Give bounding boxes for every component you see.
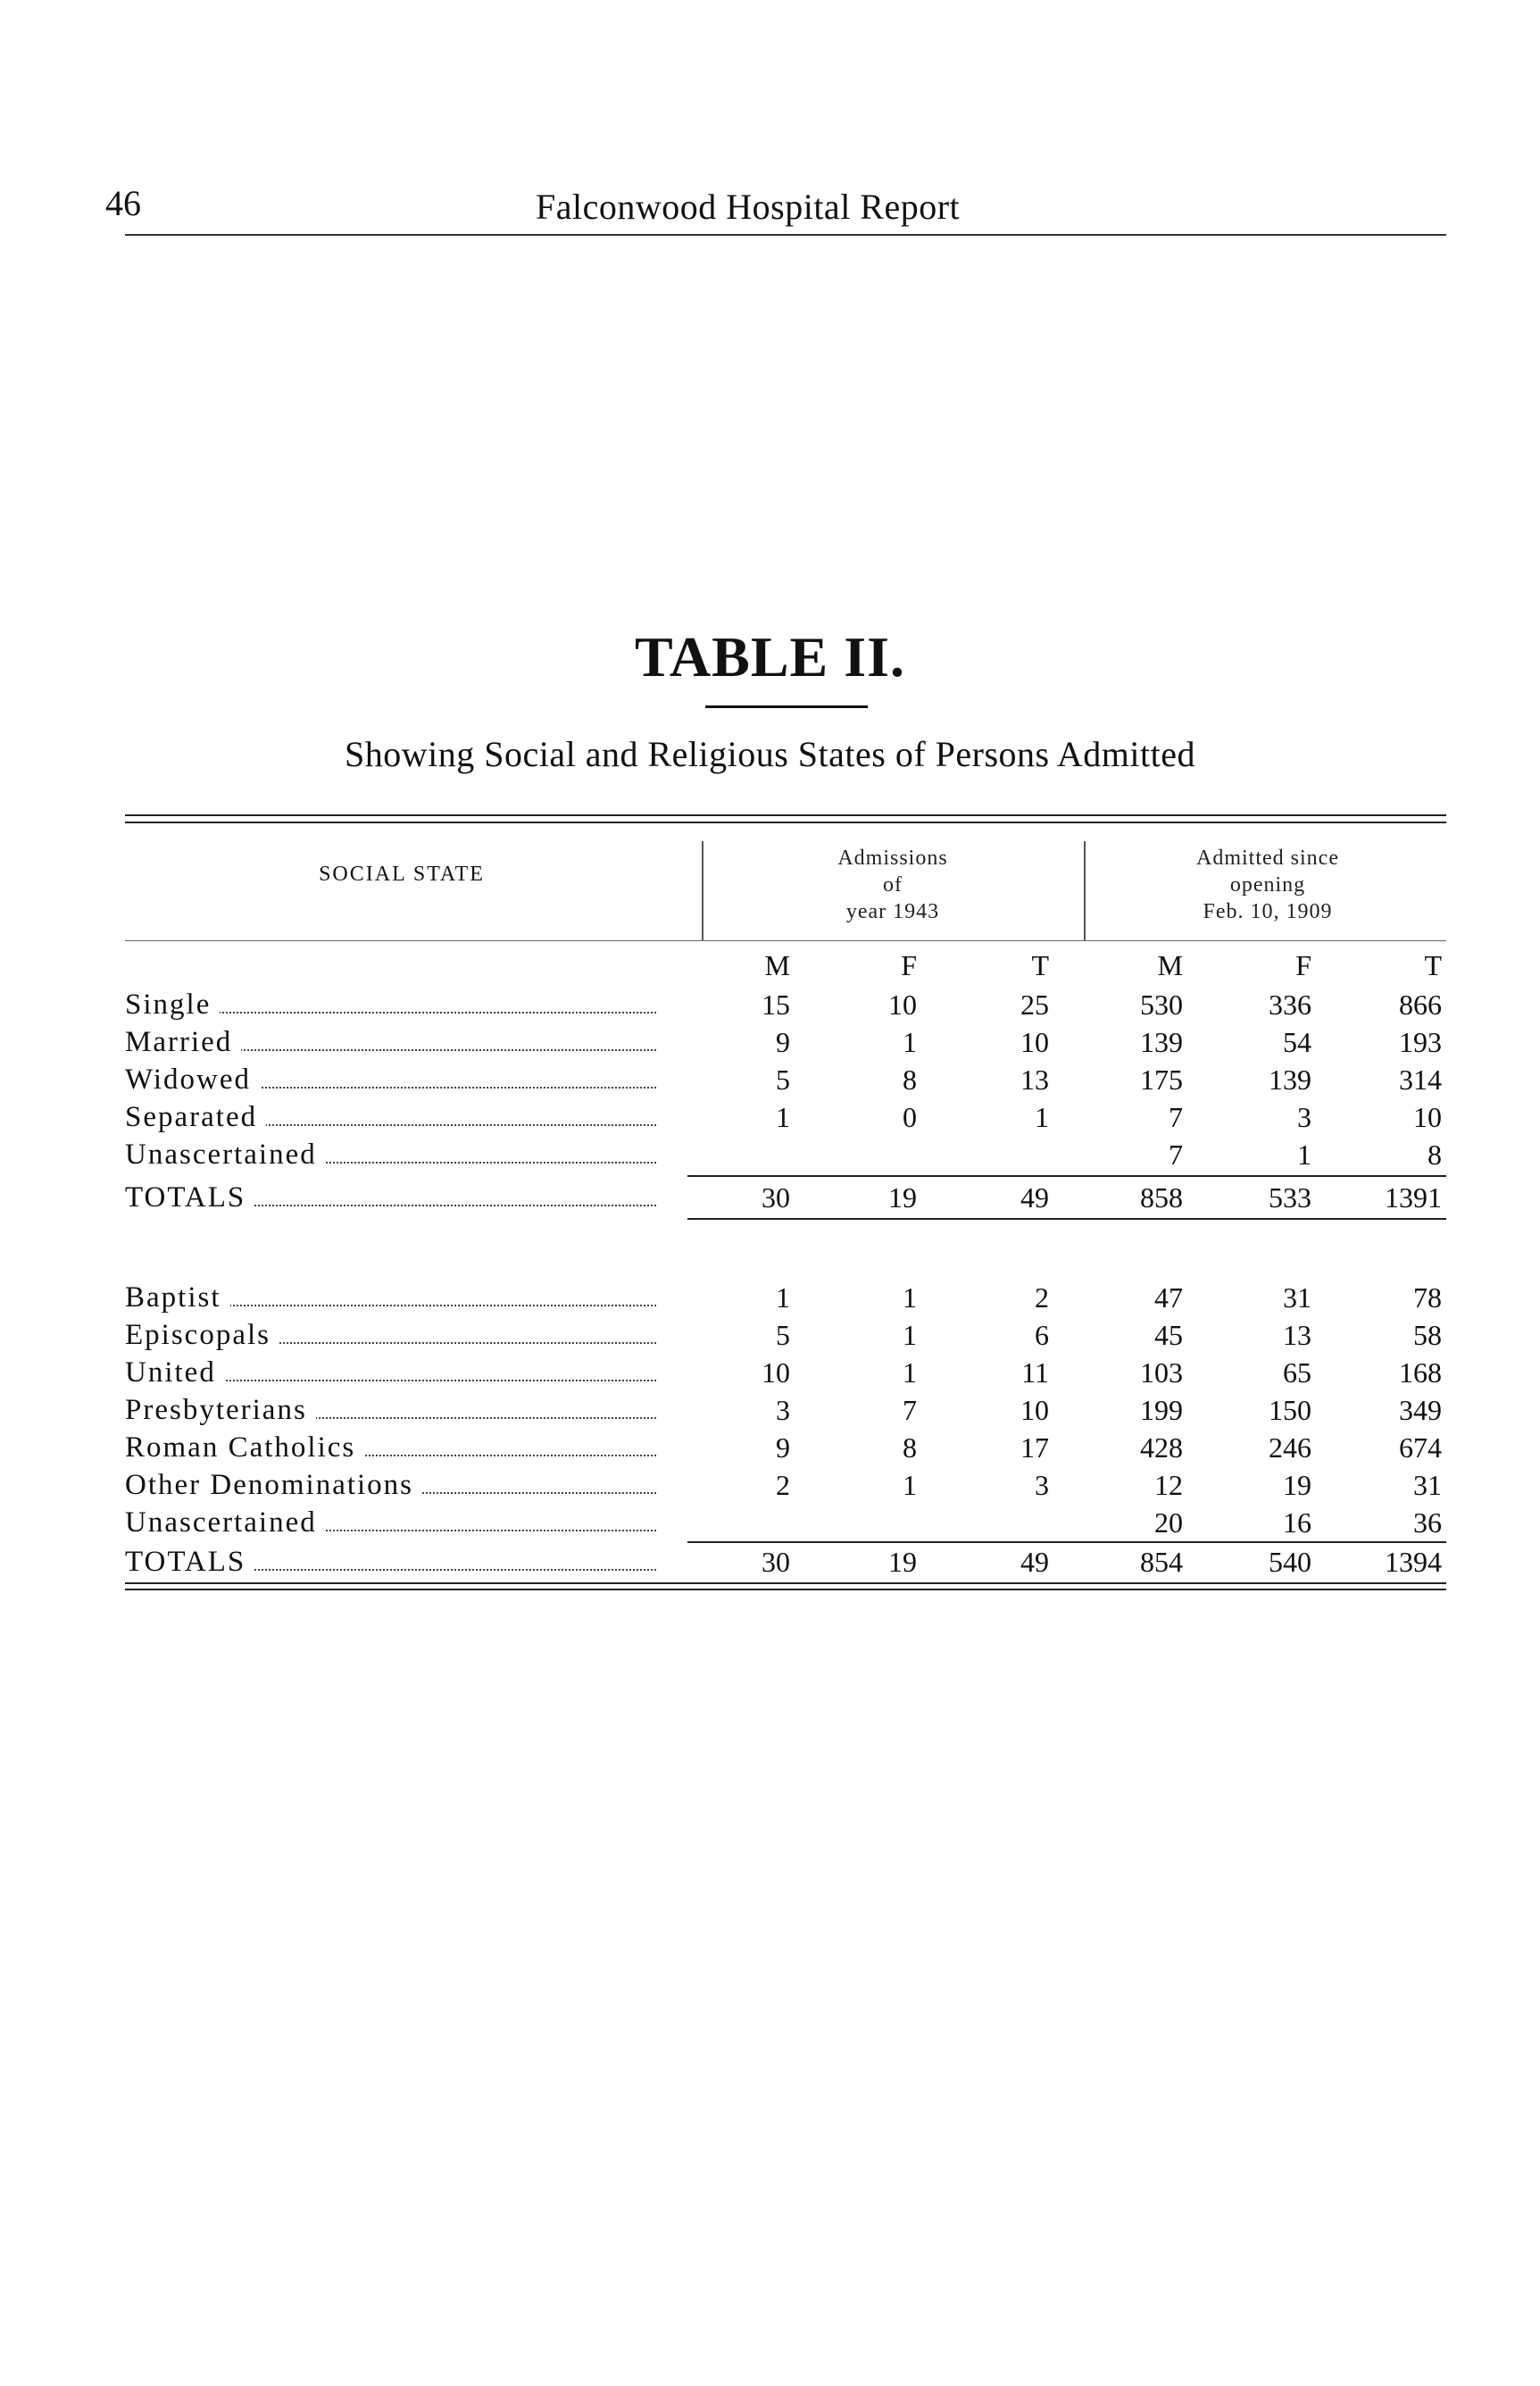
total-value: 19	[888, 1181, 917, 1214]
cell-value: 36	[1413, 1506, 1442, 1539]
row-label-text: Unascertained	[125, 1506, 326, 1539]
row-label	[125, 1504, 656, 1541]
row-label	[125, 1429, 656, 1466]
table-row	[0, 1354, 1540, 1391]
cell-value: 13	[1283, 1319, 1311, 1351]
admissions-heading-line3: year 1943	[845, 900, 940, 923]
admitted-heading-line1: Admitted since	[1196, 847, 1339, 870]
cell-value	[692, 1504, 790, 1541]
cell-value: 15	[762, 989, 790, 1021]
admitted-since-heading	[1089, 845, 1446, 925]
table-top-rule	[125, 814, 1446, 816]
cell-value: 2	[1035, 1281, 1049, 1314]
admitted-heading-line3: Feb. 10, 1909	[1203, 900, 1333, 923]
cell-value	[819, 1136, 917, 1173]
cell-value: 1	[903, 1281, 917, 1314]
column-divider	[702, 841, 703, 941]
cell-value: 336	[1269, 989, 1311, 1021]
cell-value: 150	[1269, 1394, 1311, 1426]
total-value: 49	[1020, 1181, 1049, 1214]
cell-value: 8	[1428, 1139, 1442, 1171]
row-label	[125, 1098, 656, 1136]
row-label-text: Episcopals	[125, 1319, 279, 1351]
total-value: 1394	[1385, 1546, 1442, 1578]
cell-value: 1	[903, 1026, 917, 1058]
admissions-heading-line2: of	[883, 873, 903, 897]
cell-value: 16	[1283, 1506, 1311, 1539]
cell-value: 6	[1035, 1319, 1049, 1351]
table-row	[0, 1061, 1540, 1098]
totals-row	[0, 1179, 1540, 1216]
admissions-year-heading	[714, 845, 1071, 925]
totals-rule	[687, 1175, 1446, 1177]
row-label-text: Other Denominations	[125, 1469, 422, 1501]
table-row	[0, 1466, 1540, 1504]
totals-rule	[687, 1218, 1446, 1220]
col-heading-t: T	[1031, 949, 1049, 981]
row-label	[125, 1279, 656, 1316]
cell-value: 54	[1283, 1026, 1311, 1058]
row-label	[125, 1179, 656, 1216]
table-row	[0, 986, 1540, 1023]
row-label	[125, 1543, 656, 1581]
cell-value: 1	[776, 1101, 790, 1133]
cell-value	[819, 1504, 917, 1541]
cell-value: 10	[1020, 1026, 1049, 1058]
col-heading-m: M	[764, 949, 790, 981]
cell-value: 193	[1399, 1026, 1442, 1058]
row-label-text: TOTALS	[125, 1546, 254, 1578]
table-row	[0, 1391, 1540, 1429]
table-bottom-rule	[125, 1589, 1446, 1590]
cell-value: 8	[903, 1431, 917, 1464]
cell-value: 3	[1035, 1469, 1049, 1501]
totals-row	[0, 1543, 1540, 1581]
cell-value: 19	[1283, 1469, 1311, 1501]
row-label	[125, 986, 656, 1023]
cell-value: 25	[1020, 989, 1049, 1021]
row-label	[125, 1023, 656, 1061]
row-label-text: Roman Catholics	[125, 1431, 364, 1464]
cell-value: 2	[776, 1469, 790, 1501]
cell-value	[951, 1504, 1049, 1541]
cell-value: 139	[1140, 1026, 1183, 1058]
cell-value: 5	[776, 1319, 790, 1351]
cell-value: 175	[1140, 1064, 1183, 1096]
cell-value: 47	[1154, 1281, 1183, 1314]
cell-value: 1	[776, 1281, 790, 1314]
cell-value: 17	[1020, 1431, 1049, 1464]
table-row	[0, 1429, 1540, 1466]
row-label-text: Separated	[125, 1101, 266, 1133]
cell-value: 10	[1020, 1394, 1049, 1426]
cell-value: 349	[1399, 1394, 1442, 1426]
col-heading-f: F	[901, 949, 917, 981]
row-label	[125, 1316, 656, 1354]
cell-value: 139	[1269, 1064, 1311, 1096]
cell-value: 31	[1413, 1469, 1442, 1501]
cell-value: 13	[1020, 1064, 1049, 1096]
row-label-text: United	[125, 1356, 225, 1389]
col-heading-t: T	[1424, 949, 1442, 981]
cell-value: 3	[1297, 1101, 1311, 1133]
cell-value	[692, 1136, 790, 1173]
running-title: Falconwood Hospital Report	[536, 187, 961, 227]
table-title: TABLE II.	[634, 625, 906, 688]
table-row	[0, 1504, 1540, 1541]
row-label	[125, 1136, 656, 1173]
cell-value: 1	[903, 1356, 917, 1389]
cell-value: 20	[1154, 1506, 1183, 1539]
cell-value: 7	[1169, 1139, 1183, 1171]
cell-value: 199	[1140, 1394, 1183, 1426]
row-label-text: Single	[125, 989, 220, 1021]
social-state-heading: SOCIAL STATE	[319, 863, 485, 886]
row-label-text: Presbyterians	[125, 1394, 316, 1426]
cell-value: 31	[1283, 1281, 1311, 1314]
cell-value: 9	[776, 1026, 790, 1058]
row-label-text: Baptist	[125, 1281, 230, 1314]
cell-value: 1	[1297, 1139, 1311, 1171]
cell-value: 103	[1140, 1356, 1183, 1389]
row-label-text: Married	[125, 1026, 241, 1058]
column-divider	[1084, 841, 1086, 941]
cell-value: 674	[1399, 1431, 1442, 1464]
cell-value: 78	[1413, 1281, 1442, 1314]
cell-value: 314	[1399, 1064, 1442, 1096]
cell-value: 428	[1140, 1431, 1183, 1464]
title-rule	[705, 705, 868, 708]
total-value: 1391	[1385, 1181, 1442, 1214]
cell-value: 10	[1413, 1101, 1442, 1133]
table-bottom-rule	[125, 1582, 1446, 1584]
admitted-heading-line2: opening	[1229, 873, 1306, 897]
row-label	[125, 1354, 656, 1391]
total-value: 49	[1020, 1546, 1049, 1578]
cell-value: 9	[776, 1431, 790, 1464]
cell-value: 0	[903, 1101, 917, 1133]
row-label-text: TOTALS	[125, 1181, 254, 1214]
cell-value: 246	[1269, 1431, 1311, 1464]
cell-value: 58	[1413, 1319, 1442, 1351]
row-label	[125, 1061, 656, 1098]
cell-value: 5	[776, 1064, 790, 1096]
cell-value: 45	[1154, 1319, 1183, 1351]
sub-heading-row	[0, 947, 1540, 984]
cell-value	[951, 1136, 1049, 1173]
table-row	[0, 1098, 1540, 1136]
cell-value: 65	[1283, 1356, 1311, 1389]
table-row	[0, 1023, 1540, 1061]
row-label	[125, 1466, 656, 1504]
col-heading-m: M	[1157, 949, 1183, 981]
cell-value: 1	[903, 1319, 917, 1351]
row-label-text: Widowed	[125, 1064, 260, 1096]
cell-value: 1	[903, 1469, 917, 1501]
cell-value: 10	[762, 1356, 790, 1389]
cell-value: 10	[888, 989, 917, 1021]
page-number: 46	[105, 183, 141, 223]
cell-value: 12	[1154, 1469, 1183, 1501]
total-value: 858	[1140, 1181, 1183, 1214]
col-heading-f: F	[1295, 949, 1311, 981]
row-label-text: Unascertained	[125, 1139, 326, 1171]
table-row	[0, 1136, 1540, 1173]
heading-rule	[125, 940, 1446, 941]
cell-value: 1	[1035, 1101, 1049, 1133]
cell-value: 7	[903, 1394, 917, 1426]
total-value: 854	[1140, 1546, 1183, 1578]
total-value: 533	[1269, 1181, 1311, 1214]
header-rule	[125, 234, 1446, 236]
cell-value: 3	[776, 1394, 790, 1426]
total-value: 19	[888, 1546, 917, 1578]
table-top-rule	[125, 822, 1446, 823]
table-row	[0, 1316, 1540, 1354]
cell-value: 11	[1021, 1356, 1049, 1389]
total-value: 540	[1269, 1546, 1311, 1578]
admissions-heading-line1: Admissions	[837, 847, 948, 870]
total-value: 30	[762, 1546, 790, 1578]
cell-value: 168	[1399, 1356, 1442, 1389]
table-row	[0, 1279, 1540, 1316]
table-subtitle: Showing Social and Religious States of Persons Admitted	[344, 734, 1196, 774]
row-label	[125, 1391, 656, 1429]
cell-value: 8	[903, 1064, 917, 1096]
total-value: 30	[762, 1181, 790, 1214]
cell-value: 866	[1399, 989, 1442, 1021]
cell-value: 7	[1169, 1101, 1183, 1133]
cell-value: 530	[1140, 989, 1183, 1021]
